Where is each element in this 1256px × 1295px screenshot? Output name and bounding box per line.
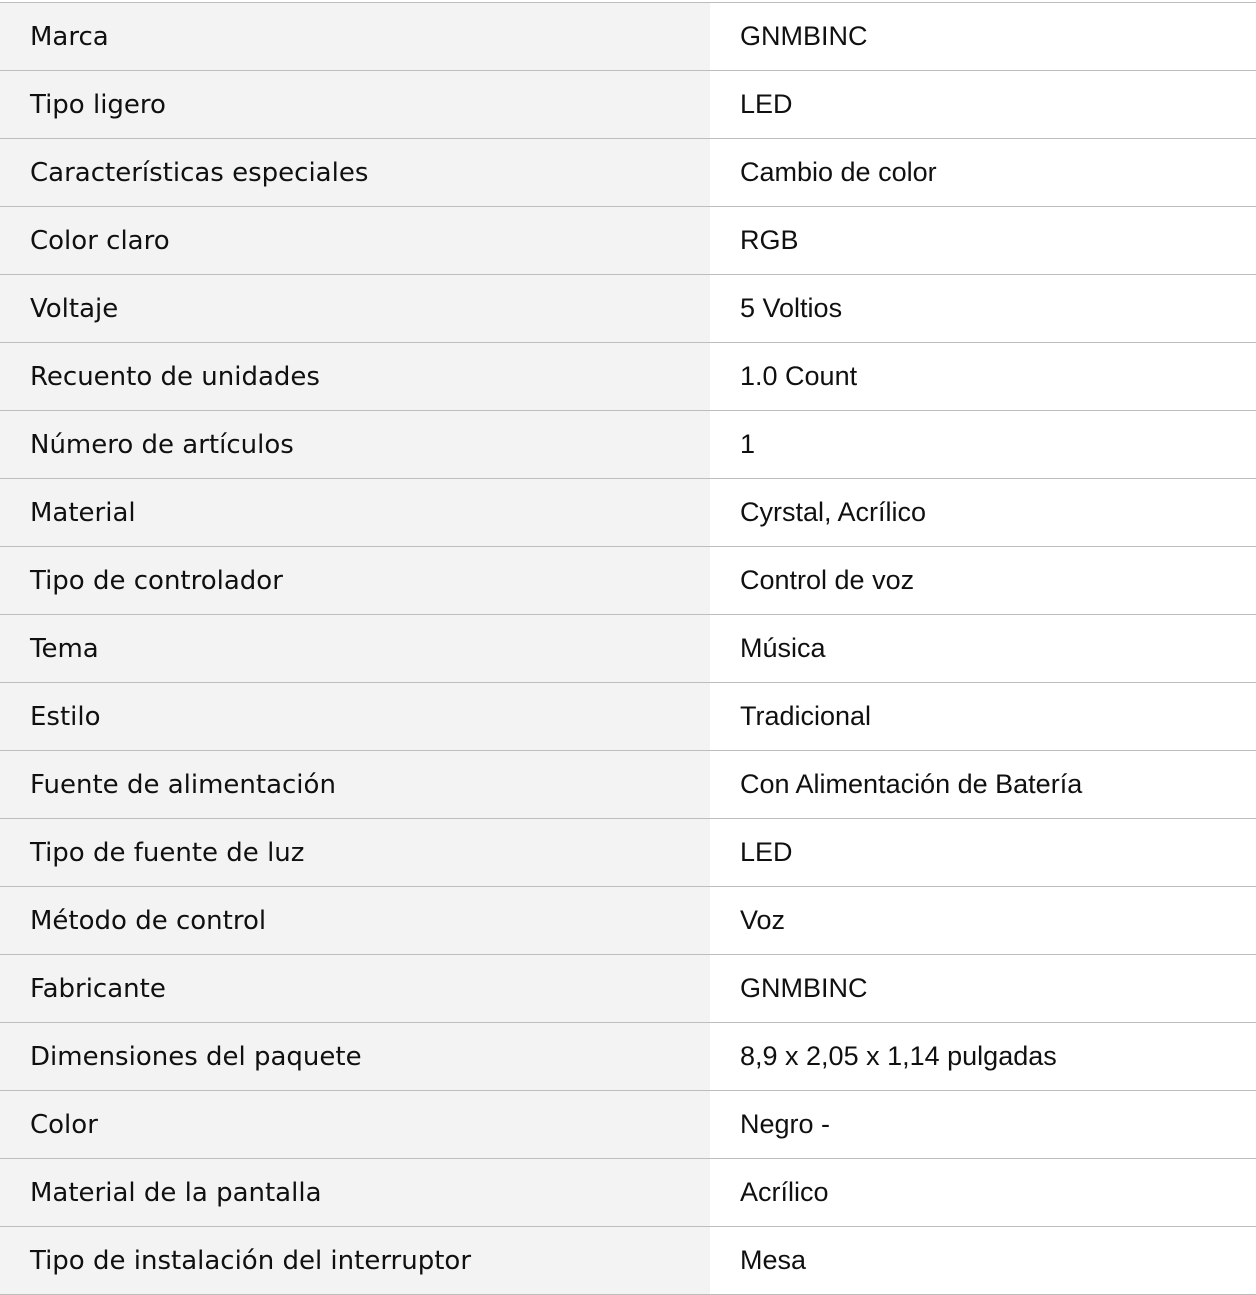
spec-label: Material bbox=[0, 479, 710, 547]
spec-value: Acrílico bbox=[710, 1159, 1256, 1227]
spec-value: Tradicional bbox=[710, 683, 1256, 751]
spec-label: Tipo de fuente de luz bbox=[0, 819, 710, 887]
spec-value: 5 Voltios bbox=[710, 275, 1256, 343]
spec-value: Cyrstal, Acrílico bbox=[710, 479, 1256, 547]
spec-value: Mesa bbox=[710, 1227, 1256, 1295]
spec-value: 1.0 Count bbox=[710, 343, 1256, 411]
spec-label: Características especiales bbox=[0, 139, 710, 207]
spec-value: Cambio de color bbox=[710, 139, 1256, 207]
table-row bbox=[0, 343, 1256, 411]
spec-value: 1 bbox=[710, 411, 1256, 479]
table-row bbox=[0, 1023, 1256, 1091]
spec-label: Tipo ligero bbox=[0, 71, 710, 139]
table-row bbox=[0, 1091, 1256, 1159]
spec-label: Marca bbox=[0, 3, 710, 71]
table-row bbox=[0, 887, 1256, 955]
table-row bbox=[0, 3, 1256, 71]
spec-label: Fabricante bbox=[0, 955, 710, 1023]
spec-value: Voz bbox=[710, 887, 1256, 955]
spec-value: LED bbox=[710, 71, 1256, 139]
spec-label: Tipo de controlador bbox=[0, 547, 710, 615]
table-row bbox=[0, 955, 1256, 1023]
table-row bbox=[0, 207, 1256, 275]
spec-label: Dimensiones del paquete bbox=[0, 1023, 710, 1091]
spec-label: Estilo bbox=[0, 683, 710, 751]
table-row bbox=[0, 615, 1256, 683]
spec-label: Color claro bbox=[0, 207, 710, 275]
spec-label: Método de control bbox=[0, 887, 710, 955]
spec-value: 8,9 x 2,05 x 1,14 pulgadas bbox=[710, 1023, 1256, 1091]
spec-label: Color bbox=[0, 1091, 710, 1159]
spec-label: Tema bbox=[0, 615, 710, 683]
table-row bbox=[0, 819, 1256, 887]
spec-label: Recuento de unidades bbox=[0, 343, 710, 411]
table-row bbox=[0, 1227, 1256, 1295]
table-row bbox=[0, 275, 1256, 343]
spec-label: Número de artículos bbox=[0, 411, 710, 479]
spec-value: Música bbox=[710, 615, 1256, 683]
table-row bbox=[0, 479, 1256, 547]
spec-value: LED bbox=[710, 819, 1256, 887]
spec-value: Con Alimentación de Batería bbox=[710, 751, 1256, 819]
table-row bbox=[0, 139, 1256, 207]
spec-value: Control de voz bbox=[710, 547, 1256, 615]
spec-value: Negro - bbox=[710, 1091, 1256, 1159]
product-specs-table bbox=[0, 2, 1256, 1295]
spec-value: RGB bbox=[710, 207, 1256, 275]
spec-value: GNMBINC bbox=[710, 955, 1256, 1023]
table-row bbox=[0, 683, 1256, 751]
table-row bbox=[0, 71, 1256, 139]
spec-label: Fuente de alimentación bbox=[0, 751, 710, 819]
spec-value: GNMBINC bbox=[710, 3, 1256, 71]
spec-label: Material de la pantalla bbox=[0, 1159, 710, 1227]
table-row bbox=[0, 547, 1256, 615]
spec-label: Voltaje bbox=[0, 275, 710, 343]
table-row bbox=[0, 411, 1256, 479]
table-row bbox=[0, 1159, 1256, 1227]
spec-label: Tipo de instalación del interruptor bbox=[0, 1227, 710, 1295]
table-row bbox=[0, 751, 1256, 819]
